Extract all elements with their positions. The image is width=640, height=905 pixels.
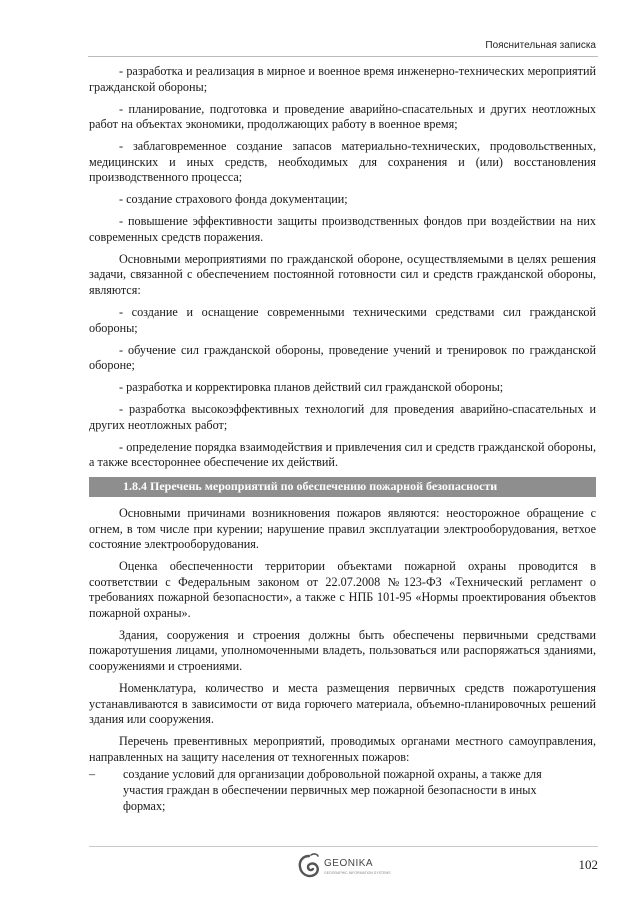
- paragraph: - создание и оснащение современными техническими средствами сил гражданской обороны;: [89, 305, 596, 335]
- paragraph: - разработка и корректировка планов действий сил гражданской обороны;: [119, 380, 504, 395]
- footer-divider: [89, 846, 598, 847]
- paragraph: - определение порядка взаимодействия и привлечения сил и средств гражданской обороны, а также всестороннее обеспечение их действий.: [89, 439, 596, 470]
- paragraph: Оценка обеспеченности территории объектами пожарной охраны проводится в соответствии с Федеральным законом от 22.07.2008 №123-ФЗ «Технический регламент о требованиях пожарной безопасности», а также с НПБ 101-95 «Нормы проектирования объектов пожарной охраны».: [89, 559, 596, 620]
- paragraph: Здания, сооружения и строения должны быть обеспечены первичными средствами пожаротушения лицами, уполномоченными владеть, пользоваться или распоряжаться зданиями, сооружениями и строениями.: [89, 627, 596, 674]
- measures-list: [89, 767, 596, 814]
- header-title: Пояснительная записка: [485, 40, 596, 51]
- section-heading: 1.8.4 Перечень мероприятий по обеспечению пожарной безопасности: [89, 477, 596, 497]
- paragraph: - повышение эффективности защиты производственных фондов при воздействии на них современных средств поражения.: [89, 214, 596, 244]
- paragraph: - заблаговременное создание запасов материально-технических, продовольственных, медицинских и иных средств, необходимых для сохранения и (или) восстановления производственного процесса;: [89, 139, 596, 185]
- paragraph: - планирование, подготовка и проведение аварийно-спасательных и других неотложных работ на объектах экономики, продолжающих работу в военное время;: [89, 101, 596, 132]
- list-item: [89, 767, 596, 814]
- paragraph: Номенклатура, количество и места размещения первичных средств пожаротушения устанавливаются в зависимости от вида горючего материала, объемно-планировочных решений здания или сооружения.: [89, 681, 596, 727]
- logo-tagline: GEOGRAPHIC INFORMATION SYSTEMS: [324, 871, 391, 875]
- page-number: 102: [578, 857, 598, 872]
- paragraph: Перечень превентивных мероприятий, проводимых органами местного самоуправления, направленных на защиту населения от техногенных пожаров:: [89, 734, 596, 764]
- logo-name: GEONIKA: [324, 858, 374, 869]
- paragraph: - создание страхового фонда документации;: [119, 192, 348, 207]
- list-marker: –: [89, 767, 96, 782]
- header-divider: [88, 56, 598, 57]
- paragraph: - разработка и реализация в мирное и военное время инженерно-технических мероприятий гражданской обороны;: [89, 64, 596, 94]
- paragraph: Основными мероприятиями по гражданской обороне, осуществляемыми в целях решения задачи, связанной с обеспечением постоянной готовности сил и средств гражданской обороны, являются:: [89, 251, 596, 298]
- paragraph: Основными причинами возникновения пожаров являются: неосторожное обращение с огнем, в том числе при курении; нарушение правил эксплуатации электрооборудования, ветхое состояние электрооборудования.: [89, 505, 596, 552]
- paragraph: - разработка высокоэффективных технологий для проведения аварийно-спасательных и других неотложных работ;: [89, 402, 596, 432]
- page-content: [89, 64, 596, 814]
- geonika-swirl-icon: [296, 852, 322, 882]
- paragraph: - обучение сил гражданской обороны, проведение учений и тренировок по гражданской обороне;: [89, 342, 596, 373]
- geonika-logo: [296, 852, 406, 882]
- list-item-text: создание условий для организации добровольной пожарной охраны, а также для участия граждан в обеспечении первичных мер пожарной безопасности в иных формах;: [123, 767, 542, 813]
